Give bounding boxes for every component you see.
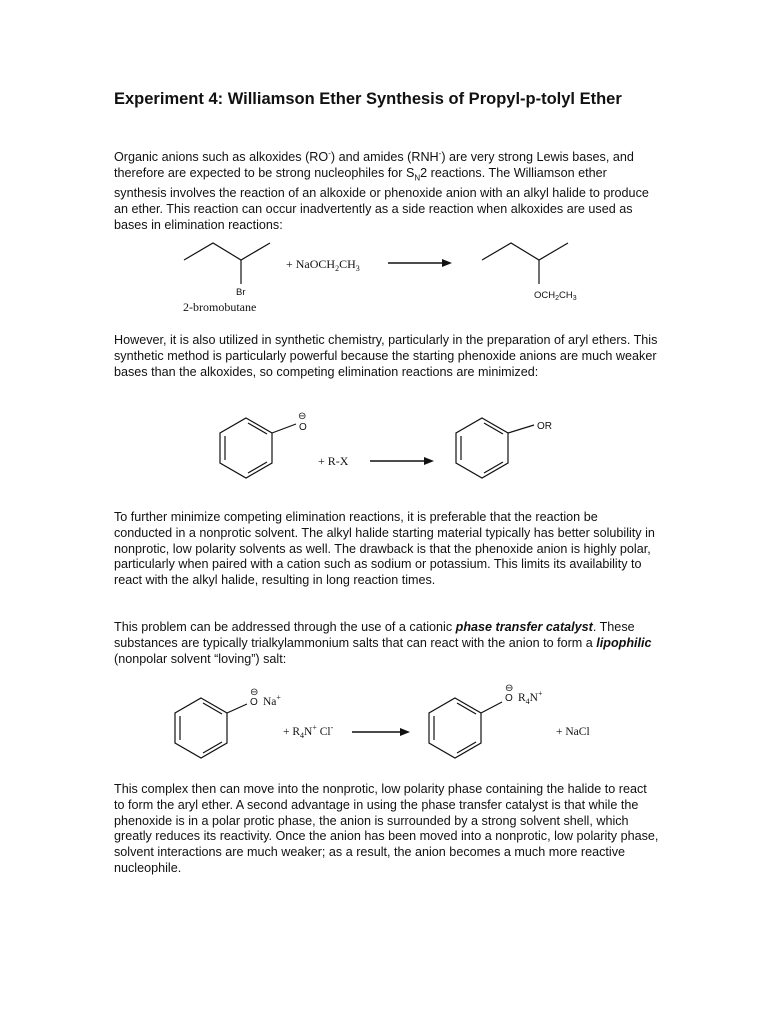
phenoxide-structure	[220, 418, 296, 478]
scheme-aryl-ether-synthesis	[0, 405, 768, 500]
phenoxide-oxygen-label: O	[299, 422, 307, 433]
reaction-arrow-icon	[352, 728, 410, 736]
ammonium-cation-label: $R_4N^+$	[518, 689, 543, 706]
ethoxy-group-label: $OCH_2CH_3$	[534, 290, 577, 302]
phenoxide-oxygen-label: O	[250, 697, 258, 708]
ammonium-phenoxide-structure	[429, 698, 502, 758]
reagent-ammonium-chloride-label: + $R_4N^+$ Cl-	[283, 723, 334, 740]
paragraph-reactive-nucleophile: This complex then can move into the nonprotic, low polarity phase containing the halide to react to form the aryl ether. A second advantage in using the phase transfer catalyst is that while the phenoxide is in a polar protic phase, the anion is surrounded by a strong solvent shell, which greatly reduces its reactivity. Once the anion has been moved into a nonprotic, low polarity phase, solvent interactions are much weaker; as a result, the anion becomes a much more reactive nucleophile.	[114, 782, 659, 875]
p4-text-3: (nonpolar solvent “loving”) salt:	[114, 651, 287, 666]
negative-charge-icon: ⊖	[250, 687, 259, 698]
p1-text-1: Organic anions such as alkoxides (RO	[114, 150, 329, 165]
ether-group-label: OR	[537, 421, 552, 432]
phenoxide-oxygen-label: O	[505, 693, 513, 704]
p1-sup-1: -	[328, 149, 331, 158]
p4-text-2: . These substances are typically trialkylammonium salts that can react with the anion to form a	[114, 620, 635, 650]
paragraph-nonprotic-solvent: To further minimize competing elimination reactions, it is preferable that the reaction be conducted in a nonprotic solvent. The alkyl halide starting material typically has better solubility in nonprotic, low polarity solvents as well. The drawback is that the phenoxide anion is highly polar, particularly when paired with a cation such as sodium or potassium. This limits its availability to react with the alkyl halide, resulting in long reaction times.	[114, 510, 655, 588]
reagent-alkyl-halide-label: + R-X	[318, 454, 349, 468]
reagent-naoet-label: + $NaOCH_2CH_3$	[286, 257, 360, 273]
scheme-elimination-side-reaction	[0, 232, 768, 322]
sodium-chloride-byproduct-label: + NaCl	[556, 726, 590, 738]
bromine-label: Br	[236, 287, 246, 298]
phase-transfer-catalyst-term: phase transfer catalyst	[455, 620, 593, 634]
aryl-ether-product-structure	[456, 418, 534, 478]
sodium-phenoxide-structure	[175, 698, 247, 758]
scheme-phase-transfer-exchange	[0, 682, 768, 782]
paragraph-aryl-ethers: However, it is also utilized in synthetic chemistry, particularly in the preparation of aryl ethers. This synthetic method is particularly powerful because the starting phenoxide anions are much weaker bases than the alkoxides, so competing elimination reactions are minimized:	[114, 333, 658, 379]
p1-text-2: ) and amides (RNH	[330, 150, 439, 165]
paragraph-intro	[114, 146, 659, 234]
p1-text-4: 2 reactions. The Williamson ether synthesis involves the reaction of an alkoxide or phenoxide anion with an alkyl halide to produce an ether. This reaction can occur inadvertently as a side reaction when alkoxides are used as bases in elimination reactions:	[114, 165, 649, 232]
2-bromobutane-structure	[184, 243, 270, 284]
lipophilic-term: lipophilic	[596, 635, 652, 650]
ethyl-ether-product-structure	[482, 243, 568, 284]
p1-text-3: ) are very strong Lewis bases, and therefore are expected to be strong nucleophiles for S	[114, 150, 634, 180]
p1-sup-2: -	[438, 149, 442, 158]
document-title: Experiment 4: Williamson Ether Synthesis of Propyl-p-tolyl Ether	[114, 90, 622, 108]
p1-sub-n: N	[414, 173, 421, 183]
negative-charge-icon: ⊖	[505, 683, 514, 694]
p4-text-1: This problem can be addressed through the use of a cationic	[114, 620, 456, 634]
sodium-cation-label: Na+	[263, 693, 281, 708]
negative-charge-icon: ⊖	[298, 411, 307, 422]
paragraph-phase-transfer	[114, 620, 659, 667]
reaction-arrow-icon	[370, 457, 434, 465]
reactant-name-label: 2-bromobutane	[183, 300, 257, 314]
reaction-arrow-icon	[388, 259, 452, 267]
